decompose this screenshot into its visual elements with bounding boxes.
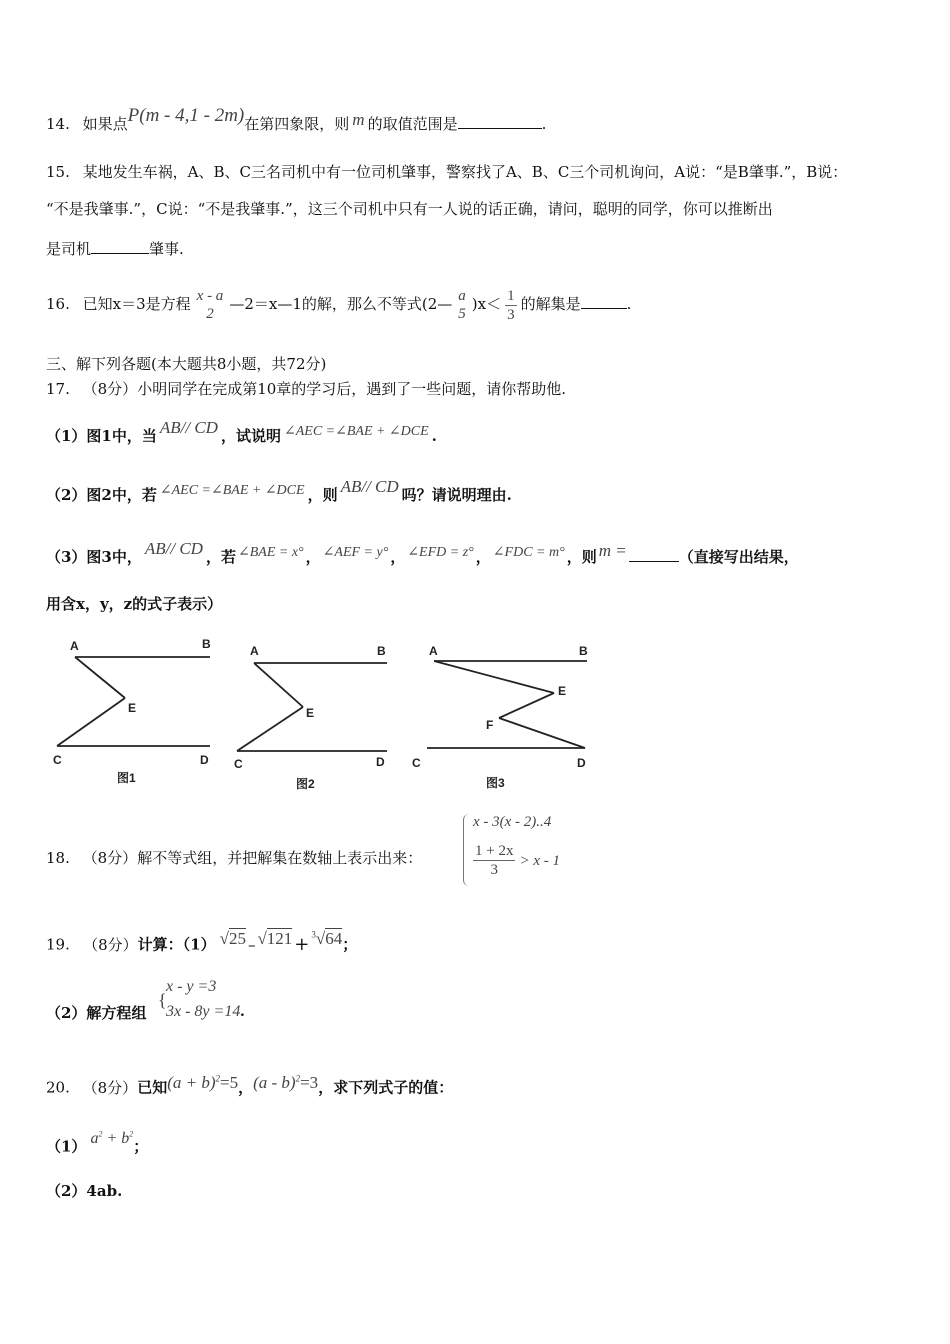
q19-end1: ； [342, 935, 358, 954]
angle-fdc: ∠FDC = m° [492, 545, 565, 560]
section-title: 三、解下列各题(本大题共8小题，共72分) [46, 355, 327, 373]
variable-m: m [352, 110, 365, 129]
q17-intro: 小明同学在完成第10章的学习后，遇到了一些问题，请你帮助他. [137, 380, 567, 398]
answer-blank[interactable] [629, 545, 679, 562]
plus-sign: + [294, 933, 310, 955]
fig2-label-c: C [234, 757, 243, 771]
fraction-1-over-3: $\frac{1}{3}$ [507, 287, 515, 323]
fig2-label-e: E [306, 706, 315, 720]
q14-text-mid: 在第四象限，则 [244, 115, 350, 133]
angle-bae: ∠BAE = x° [237, 545, 304, 560]
q18-text: 解不等式组，并把解集在数轴上表示出来： [137, 849, 423, 867]
parallel-expression: AB// CD [340, 477, 399, 496]
parallel-expression: AB// CD [159, 418, 218, 437]
fig1-label-a: A [70, 639, 79, 653]
q16-text-post: 的解集是 [520, 295, 581, 313]
question-18 [46, 848, 422, 868]
question-20 [46, 1073, 453, 1098]
q19-part2: （2）解方程组 [46, 1004, 147, 1022]
question-number: 19. [46, 935, 70, 954]
question-number: 17. [46, 380, 70, 398]
score: （8分） [82, 380, 138, 398]
fig2-line-ec [237, 707, 303, 751]
question-number: 18. [46, 849, 70, 867]
system-brace [463, 814, 470, 886]
geometry-figures [40, 630, 610, 800]
sqrt-121: √121 [257, 928, 293, 948]
inequality-1: x - 3(x - 2)..4 [473, 814, 552, 830]
fig3-label-e: E [558, 684, 567, 698]
score: （8分） [83, 935, 138, 954]
q15-text-3-post: 肇事. [149, 240, 184, 258]
fig1-caption: 图1 [117, 771, 136, 785]
fig2-caption: 图2 [296, 777, 315, 791]
q17-part2: （2）图2中，若 ∠AEC =∠BAE + ∠DCE ，则 AB// CD 吗？请说明理由. [46, 477, 512, 504]
expr-a-plus-b-squared: $(a + b)^2=5$ [167, 1072, 239, 1092]
q14-end: . [541, 115, 547, 133]
q14-text: 如果点 [82, 115, 128, 133]
score: （8分） [82, 1078, 138, 1097]
fig3-label-b: B [579, 644, 588, 658]
q16-end: . [626, 295, 632, 313]
fig1-label-c: C [53, 753, 62, 767]
question-15-line2: “不是我肇事.”，C说：“不是我肇事.”，这三个司机中只有一人说的话正确，请问，聪明的同学，你可以推断出 [46, 200, 773, 218]
part-label: （1） [182, 935, 216, 954]
fraction-a-over-5: a 5 [458, 288, 466, 322]
answer-blank[interactable] [581, 292, 627, 309]
question-14 [46, 105, 547, 134]
q20-part2: （2）4ab. [46, 1182, 123, 1200]
fig1-line-ec [57, 698, 125, 746]
q17-part1: （1）图1中，当 AB// CD ，试说明 ∠AEC =∠BAE + ∠DCE . [46, 418, 437, 445]
inequality-2: $\frac{1 + 2x}{3}$ > x - 1 [475, 843, 560, 878]
q14-text-post: 的取值范围是 [367, 115, 458, 133]
equation-system [158, 976, 278, 1030]
fig1-label-b: B [202, 637, 211, 651]
q20-text-post: ，求下列式子的值： [318, 1078, 454, 1097]
expr-a2-plus-b2: $a^2 + b^2$ [90, 1130, 134, 1148]
angle-efd: ∠EFD = z° [407, 545, 474, 560]
question-15-line3 [46, 237, 184, 259]
fig2-label-d: D [376, 755, 385, 769]
fig1-label-d: D [200, 753, 209, 767]
question-15-line1 [46, 162, 847, 182]
question-number: 20. [46, 1078, 70, 1097]
q15-text-3: 是司机 [46, 240, 92, 258]
q15-text-1: 某地发生车祸，A、B、C三名司机中有一位司机肇事，警察找了A、B、C三个司机询问，A说：“是B肇事.”，B说： [82, 163, 848, 181]
fig2-label-b: B [377, 644, 386, 658]
minus-sign: – [247, 935, 256, 954]
expr-a-minus-b-squared: (a - b)$^2$=3 [253, 1072, 319, 1092]
q20-part1: （1） $a^2 + b^2$； [46, 1130, 149, 1156]
q17-part3-line2: 用含x，y，z的式子表示） [46, 595, 223, 613]
question-number: 14. [46, 115, 70, 133]
sqrt-25: √25 [219, 928, 246, 948]
answer-blank[interactable] [91, 237, 149, 254]
fig3-label-a: A [429, 644, 438, 658]
equation-2: 3x - 8y =14. [166, 1003, 245, 1020]
q16-text: 已知x＝3是方程 [82, 295, 191, 313]
q20-text: 已知 [137, 1078, 168, 1097]
question-19 [46, 930, 357, 955]
q16-text-mid2: )x＜ [471, 295, 502, 313]
angle-aef: ∠AEF = y° [322, 545, 389, 560]
inequality-system [463, 812, 593, 890]
separator: ， [238, 1078, 254, 1097]
q17-part3: （3）图3中， AB// CD ，若 ∠BAE = x° ， ∠AEF = y° ， ∠EFD = z° ， ∠FDC = m° ，则 m = （直接写出结果， [46, 539, 799, 566]
question-number: 16. [46, 295, 70, 313]
fig3-label-f: F [486, 718, 494, 732]
fig2-label-a: A [250, 644, 259, 658]
answer-blank[interactable] [458, 112, 542, 129]
system-brace: { [158, 990, 167, 1010]
q19-text: 计算： [137, 935, 183, 954]
equation-1: x - y =3 [166, 978, 217, 995]
question-17 [46, 379, 566, 399]
q16-text-mid: —2＝x—1的解，那么不等式(2— [229, 295, 453, 313]
angle-expression: ∠AEC =∠BAE + ∠DCE [159, 483, 305, 498]
fig3-caption: 图3 [486, 776, 505, 790]
cbrt-64: $^3$√64 [311, 928, 343, 948]
question-16 [46, 274, 631, 334]
angle-expression: ∠AEC =∠BAE + ∠DCE [283, 424, 429, 439]
m-equals: m = [598, 541, 627, 560]
fig3-line-ae [434, 661, 554, 693]
fraction-x-minus-a-over-2: x - a 2 [196, 288, 224, 322]
question-number: 15. [46, 163, 70, 181]
point-expression: P(m - 4,1 - 2m) [127, 105, 245, 126]
fig3-line-ef [499, 693, 554, 718]
fig2-line-ae [254, 663, 303, 707]
score: （8分） [82, 849, 138, 867]
fig3-line-fd [499, 718, 585, 748]
fig1-line-ae [75, 657, 125, 698]
fig3-label-c: C [412, 756, 421, 770]
parallel-expression: AB// CD [144, 539, 203, 558]
fig3-label-d: D [577, 756, 586, 770]
fig1-label-e: E [128, 701, 137, 715]
